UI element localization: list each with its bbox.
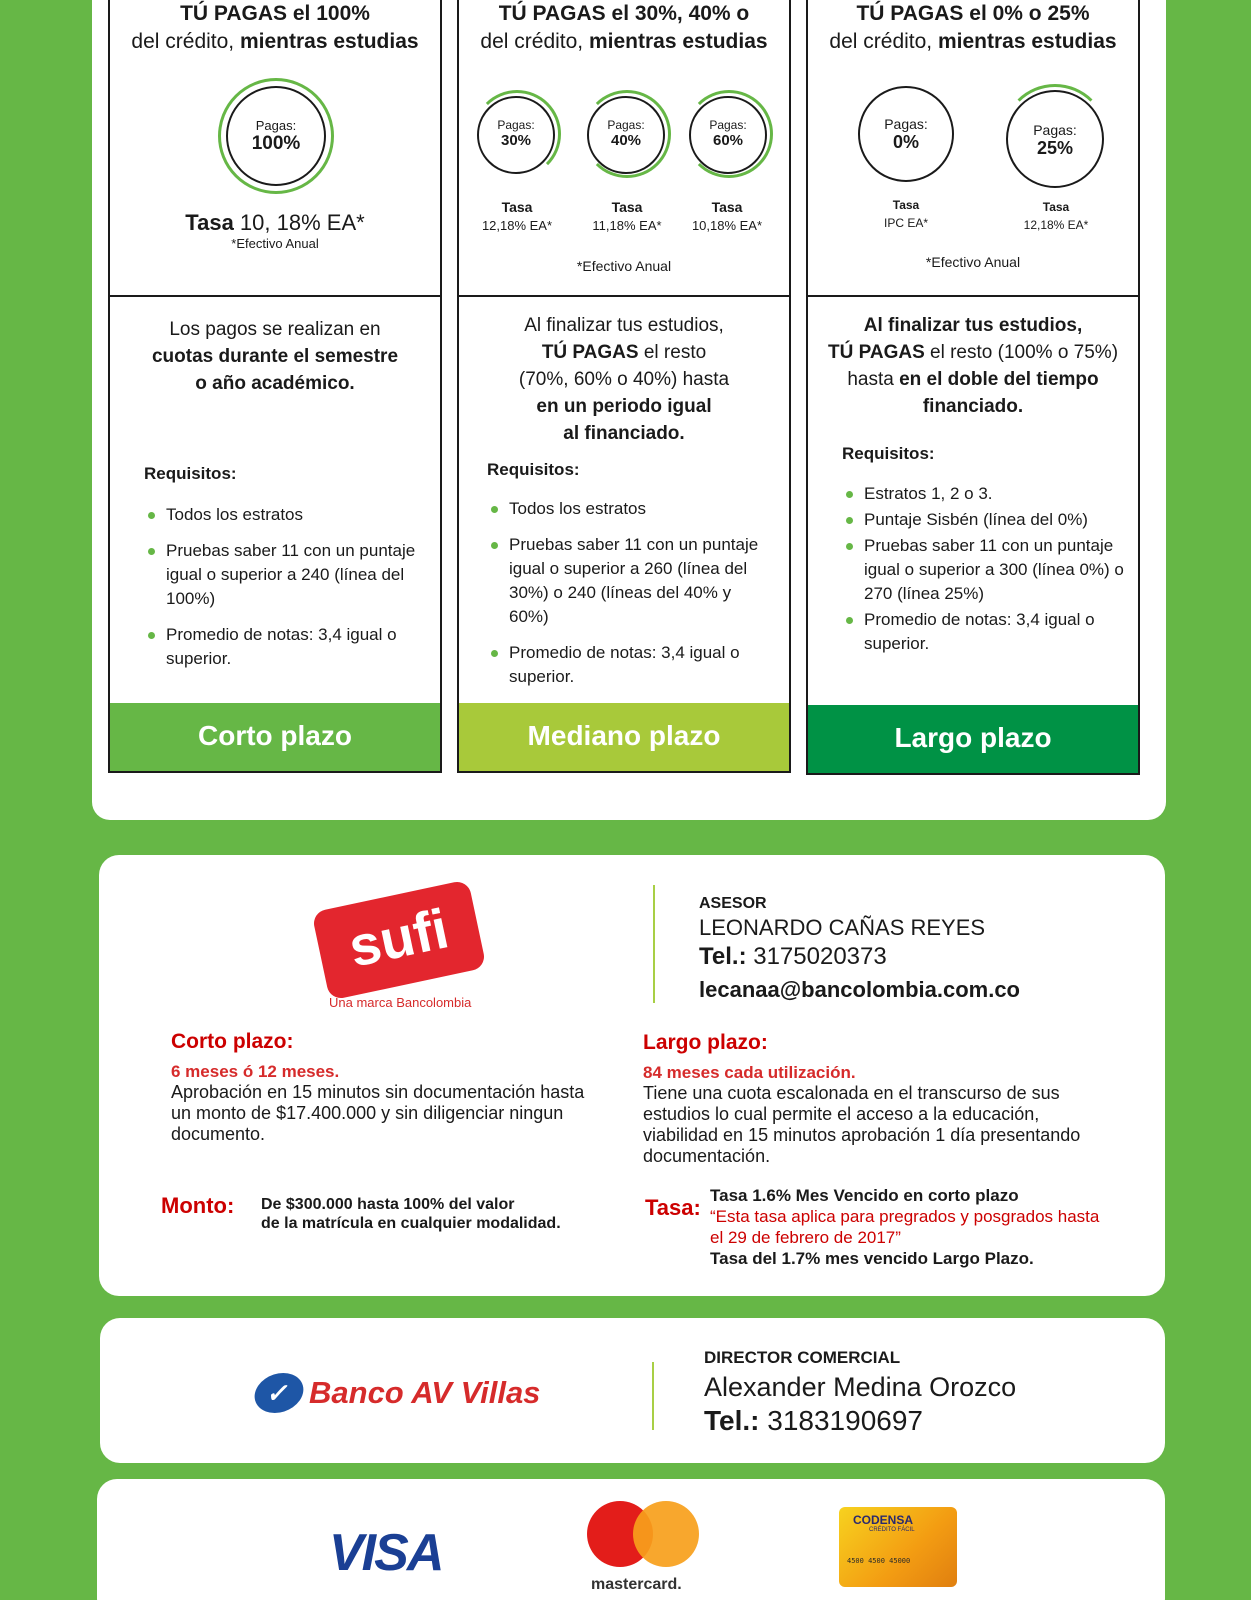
ring-rate (469, 198, 565, 235)
rate-line (110, 210, 440, 236)
requirements-title: Requisitos: (487, 460, 580, 479)
advisor-contact (699, 895, 1020, 1003)
tasa-line: Tasa del 1.7% mes vencido Largo Plazo. (710, 1249, 1034, 1268)
divider (808, 295, 1138, 297)
term-band: Corto plazo (110, 703, 440, 771)
column-heading (110, 0, 440, 56)
visa-logo: VISA (329, 1524, 443, 1582)
requirement-item: Promedio de notas: 3,4 igual o superior. (146, 623, 416, 671)
avvillas-check-icon: ✓ (251, 1373, 308, 1413)
heading-normal: del crédito, (131, 30, 240, 53)
rate-label: Tasa (185, 210, 234, 235)
requirements-list (844, 482, 1124, 668)
mastercard-label: mastercard. (591, 1576, 682, 1593)
requirement-item: Todos los estratos (489, 497, 769, 521)
mastercard-orange-circle (633, 1501, 699, 1567)
effective-note: *Efectivo Anual (231, 236, 319, 251)
requirements-list (489, 497, 769, 701)
desc-bold: en un periodo igual (536, 396, 712, 417)
phone-number: 3175020373 (746, 943, 887, 970)
monto-body (261, 1195, 561, 1233)
divider (110, 295, 440, 297)
largo-subtitle: 84 meses cada utilización. (643, 1063, 856, 1082)
director-name: Alexander Medina Orozco (704, 1372, 1017, 1402)
desc-normal: hasta (847, 369, 900, 390)
heading-normal: del crédito, (480, 30, 589, 53)
rate-title: Tasa (1042, 200, 1070, 214)
avvillas-panel (100, 1318, 1165, 1463)
term-band: Largo plazo (808, 705, 1138, 773)
rate-title: Tasa (611, 199, 643, 215)
effective-note: *Efectivo Anual (925, 254, 1021, 270)
rate-value: 12,18% EA* (1023, 218, 1089, 232)
rate-value: 10, 18% EA* (233, 210, 365, 235)
codensa-card-logo (839, 1507, 957, 1587)
requirement-item: Pruebas saber 11 con un puntaje igual o superior a 260 (línea del 30%) o 240 (líneas del 40% y 60%) (489, 533, 769, 629)
ring-rate (577, 198, 677, 235)
requirement-item: Promedio de notas: 3,4 igual o superior. (844, 608, 1124, 656)
avvillas-logo (255, 1373, 540, 1413)
desc-normal: Los pagos se realizan en (169, 319, 381, 340)
rate-title: Tasa (501, 199, 533, 215)
ring-value: 0% (892, 132, 919, 152)
rate-value: 11,18% EA* (592, 218, 662, 233)
codensa-number: 4500 4500 45000 (847, 1557, 911, 1565)
phone-label: Tel.: (704, 1405, 760, 1436)
payment-ring-25 (1006, 90, 1104, 188)
largo-body: Tiene una cuota escalonada en el transcurso de sus estudios lo cual permite el acceso a la educación, viabilidad en 15 minutos aprobación 1 día presentando documentación. (643, 1083, 1081, 1166)
column-description (469, 312, 779, 447)
requirements-title: Requisitos: (842, 444, 935, 463)
director-contact (704, 1348, 1016, 1437)
advisor-role: ASESOR (699, 895, 767, 912)
payment-ring-0 (858, 86, 954, 182)
heading-bold: TÚ PAGAS el 30%, 40% o (498, 2, 750, 25)
column-corto-plazo (108, 0, 442, 773)
requirement-item: Pruebas saber 11 con un puntaje igual o superior a 300 (línea 0%) o 270 (línea 25%) (844, 534, 1124, 606)
desc-bold: Al finalizar tus estudios, (863, 315, 1083, 336)
requirement-item: Pruebas saber 11 con un puntaje igual o superior a 240 (línea del 100%) (146, 539, 416, 611)
requirement-item: Estratos 1, 2 o 3. (844, 482, 1124, 506)
rate-value: 10,18% EA* (691, 218, 763, 233)
tasa-note: “Esta tasa aplica para pregrados y posgrados hasta el 29 de febrero de 2017” (710, 1207, 1100, 1247)
desc-bold: al financiado. (563, 423, 685, 444)
ring-label: Pagas: (1033, 122, 1077, 138)
ring-value: 30% (500, 132, 532, 149)
codensa-subtitle: CRÉDITO FÁCIL (869, 1527, 915, 1533)
corto-title: Corto plazo: (171, 1030, 294, 1053)
column-heading (808, 0, 1138, 56)
monto-label: Monto: (161, 1193, 235, 1218)
ring-rate (677, 198, 777, 235)
ring-label: Pagas: (497, 118, 535, 132)
director-phone (704, 1405, 1016, 1437)
rate-title: Tasa (892, 198, 920, 212)
requirements-list (146, 503, 416, 683)
desc-bold: TÚ PAGAS (827, 342, 925, 363)
separator-line (653, 885, 655, 1003)
desc-line: Al finalizar tus estudios, (524, 315, 724, 336)
ring-value: 100% (251, 133, 301, 154)
ring-value: 40% (610, 132, 642, 149)
desc-bold: TÚ PAGAS (541, 342, 639, 363)
corto-plazo-info (171, 1030, 591, 1145)
mastercard-logo (587, 1501, 707, 1600)
heading-bold-2: mientras estudias (239, 30, 419, 53)
sufi-logo: sufi (311, 879, 486, 1000)
desc-bold: en el doble del tiempo (899, 369, 1099, 390)
column-mediano-plazo (457, 0, 791, 773)
rate-value: IPC EA* (883, 216, 928, 230)
ring-label: Pagas: (709, 118, 747, 132)
monto-line: De $300.000 hasta 100% del valor (261, 1196, 515, 1213)
heading-normal: del crédito, (829, 30, 938, 53)
tasa-label: Tasa: (645, 1195, 701, 1220)
separator-line (652, 1362, 654, 1430)
requirement-item: Todos los estratos (146, 503, 416, 527)
sufi-panel (99, 855, 1165, 1296)
effective-note: *Efectivo Anual (576, 258, 672, 274)
advisor-name: LEONARDO CAÑAS REYES (699, 915, 986, 940)
ring-value: 60% (712, 132, 744, 149)
desc-bold: cuotas durante el semestre o año académico. (151, 346, 399, 394)
desc-line: (70%, 60% o 40%) hasta (518, 369, 730, 390)
column-largo-plazo (806, 0, 1140, 775)
heading-bold-2: mientras estudias (588, 30, 768, 53)
rate-value: 12,18% EA* (481, 218, 553, 233)
term-band: Mediano plazo (459, 703, 789, 771)
sufi-tagline: Una marca Bancolombia (329, 995, 472, 1010)
advisor-phone (699, 943, 1020, 971)
column-description (120, 316, 430, 397)
phone-label: Tel.: (699, 943, 747, 970)
ring-rate (1004, 198, 1108, 234)
requirements-title: Requisitos: (144, 464, 237, 483)
payment-ring-100 (226, 86, 326, 186)
codensa-title: CODENSA (853, 1513, 914, 1527)
heading-bold: TÚ PAGAS el 0% o 25% (856, 2, 1090, 25)
requirement-item: Promedio de notas: 3,4 igual o superior. (489, 641, 769, 689)
largo-title: Largo plazo: (643, 1031, 768, 1054)
ring-rate (856, 196, 956, 232)
desc-normal: el resto (100% o 75%) (924, 342, 1119, 363)
monto-line: de la matrícula en cualquier modalidad. (261, 1215, 561, 1232)
corto-subtitle: 6 meses ó 12 meses. (171, 1062, 340, 1081)
desc-normal: el resto (638, 342, 707, 363)
divider (459, 295, 789, 297)
payment-ring-60 (689, 96, 767, 174)
ring-label: Pagas: (607, 118, 645, 132)
payment-ring-30 (477, 96, 555, 174)
corto-body: Aprobación en 15 minutos sin documentación hasta un monto de $17.400.000 y sin diligenciar ningun documento. (171, 1082, 585, 1144)
column-description (808, 312, 1138, 420)
heading-bold: TÚ PAGAS el 100% (180, 2, 370, 25)
advisor-email[interactable]: lecanaa@bancolombia.com.co (699, 977, 1020, 1002)
ring-label: Pagas: (255, 118, 297, 133)
tasa-body (710, 1185, 1110, 1269)
largo-plazo-info (643, 1031, 1093, 1167)
rate-title: Tasa (711, 199, 743, 215)
requirement-item: Puntaje Sisbén (línea del 0%) (844, 508, 1124, 532)
tasa-line: Tasa 1.6% Mes Vencido en corto plazo (710, 1186, 1019, 1205)
payment-ring-40 (587, 96, 665, 174)
phone-number: 3183190697 (759, 1405, 923, 1436)
ring-value: 25% (1036, 138, 1074, 158)
payment-methods-panel (97, 1479, 1165, 1600)
director-role: DIRECTOR COMERCIAL (704, 1348, 901, 1367)
heading-bold-2: mientras estudias (937, 30, 1117, 53)
ring-label: Pagas: (884, 116, 928, 132)
avvillas-logo-text: Banco AV Villas (309, 1375, 541, 1410)
desc-bold: financiado. (922, 396, 1024, 417)
column-heading (459, 0, 789, 56)
